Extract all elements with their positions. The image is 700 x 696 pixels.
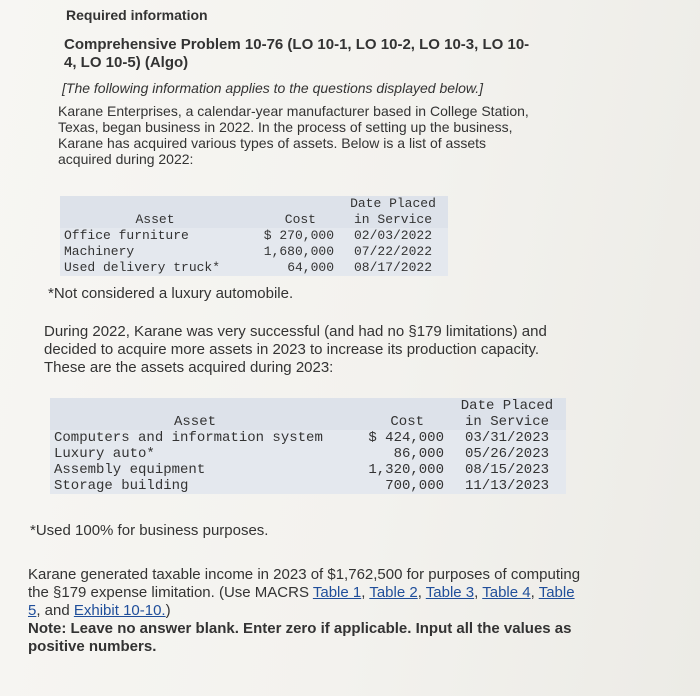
cost-cell: 1,680,000 xyxy=(263,244,334,259)
assets-2023-table xyxy=(50,398,566,494)
separator: , xyxy=(361,584,370,601)
separator: , xyxy=(530,584,539,601)
asset-cell: Computers and information system xyxy=(54,430,323,446)
cost-cell: $ 424,000 xyxy=(368,430,444,446)
link-table-3[interactable]: Table 3 xyxy=(425,584,475,601)
table-row xyxy=(60,260,448,276)
required-information-label: Required information xyxy=(66,7,208,23)
table-row xyxy=(50,430,566,446)
header-cost: Cost xyxy=(284,212,316,227)
cost-cell: $ 270,000 xyxy=(263,228,334,243)
cost-cell: 86,000 xyxy=(393,446,444,462)
problem-title: Comprehensive Problem 10-76 (LO 10-1, LO 10-2, LO 10-3, LO 10-4, LO 10-5) (Algo) xyxy=(64,36,530,71)
table-header-row xyxy=(50,398,566,430)
footnote-business-use: *Used 100% for business purposes. xyxy=(30,522,269,539)
separator: , xyxy=(474,584,483,601)
link-table-4[interactable]: Table 4 xyxy=(482,584,531,601)
date-cell: 05/26/2023 xyxy=(464,446,549,462)
assets-2022-table xyxy=(60,196,448,276)
asset-cell: Assembly equipment xyxy=(54,462,206,478)
header-date: Date Placed in Service xyxy=(350,196,436,227)
link-table-5[interactable]: Table 5 xyxy=(28,584,575,619)
info-note: [The following information applies to the questions displayed below.] xyxy=(62,80,484,96)
asset-cell: Office furniture xyxy=(64,228,189,243)
date-cell: 03/31/2023 xyxy=(464,430,549,446)
header-asset: Asset xyxy=(173,414,216,430)
table-header-row xyxy=(60,196,448,228)
asset-cell: Used delivery truck* xyxy=(64,260,221,275)
footnote-luxury: *Not considered a luxury automobile. xyxy=(48,285,294,302)
paragraph-2023: During 2022, Karane was very successful (and had no §179 limitations) and decided to acquire more assets in 2023 to increase its production capacity. These are the assets acquired during 2023: xyxy=(44,323,547,376)
intro-paragraph: Karane Enterprises, a calendar-year manufacturer based in College Station, Texas, began business in 2022. In the process of setting up the business, Karane has acquired various types of assets. Below is a list of assets acquired during 2022: xyxy=(58,103,529,167)
date-cell: 02/03/2022 xyxy=(353,228,432,243)
instructions-text: Karane generated taxable income in 2023 of $1,762,500 for purposes of computing the §179 expense limitation. (Use MACRS xyxy=(28,566,581,601)
table-row xyxy=(60,244,448,260)
table-row xyxy=(60,228,448,244)
header-date: Date Placed in Service xyxy=(460,398,554,430)
instructions-paragraph xyxy=(28,566,588,656)
table-row xyxy=(50,446,566,462)
date-cell: 08/15/2023 xyxy=(464,462,549,478)
separator: , xyxy=(417,584,426,601)
link-table-1[interactable]: Table 1 xyxy=(312,584,362,601)
asset-cell: Storage building xyxy=(54,478,189,494)
date-cell: 11/13/2023 xyxy=(464,478,549,494)
cost-cell: 1,320,000 xyxy=(368,462,444,478)
date-cell: 07/22/2022 xyxy=(353,244,432,259)
header-cost: Cost xyxy=(390,414,424,430)
link-exhibit-10-10[interactable]: Exhibit 10-10. xyxy=(73,602,166,619)
table-row xyxy=(50,478,566,494)
cost-cell: 64,000 xyxy=(287,260,334,275)
date-cell: 08/17/2022 xyxy=(353,260,432,275)
asset-cell: Luxury auto* xyxy=(54,446,155,462)
table-row xyxy=(50,462,566,478)
separator: , and xyxy=(36,602,74,619)
close-paren: ) xyxy=(165,602,171,619)
header-asset: Asset xyxy=(135,212,175,227)
link-table-2[interactable]: Table 2 xyxy=(369,584,418,601)
cost-cell: 700,000 xyxy=(385,478,444,494)
answer-note: Note: Leave no answer blank. Enter zero if applicable. Input all the values as positive numbers. xyxy=(28,620,572,655)
asset-cell: Machinery xyxy=(64,244,135,259)
